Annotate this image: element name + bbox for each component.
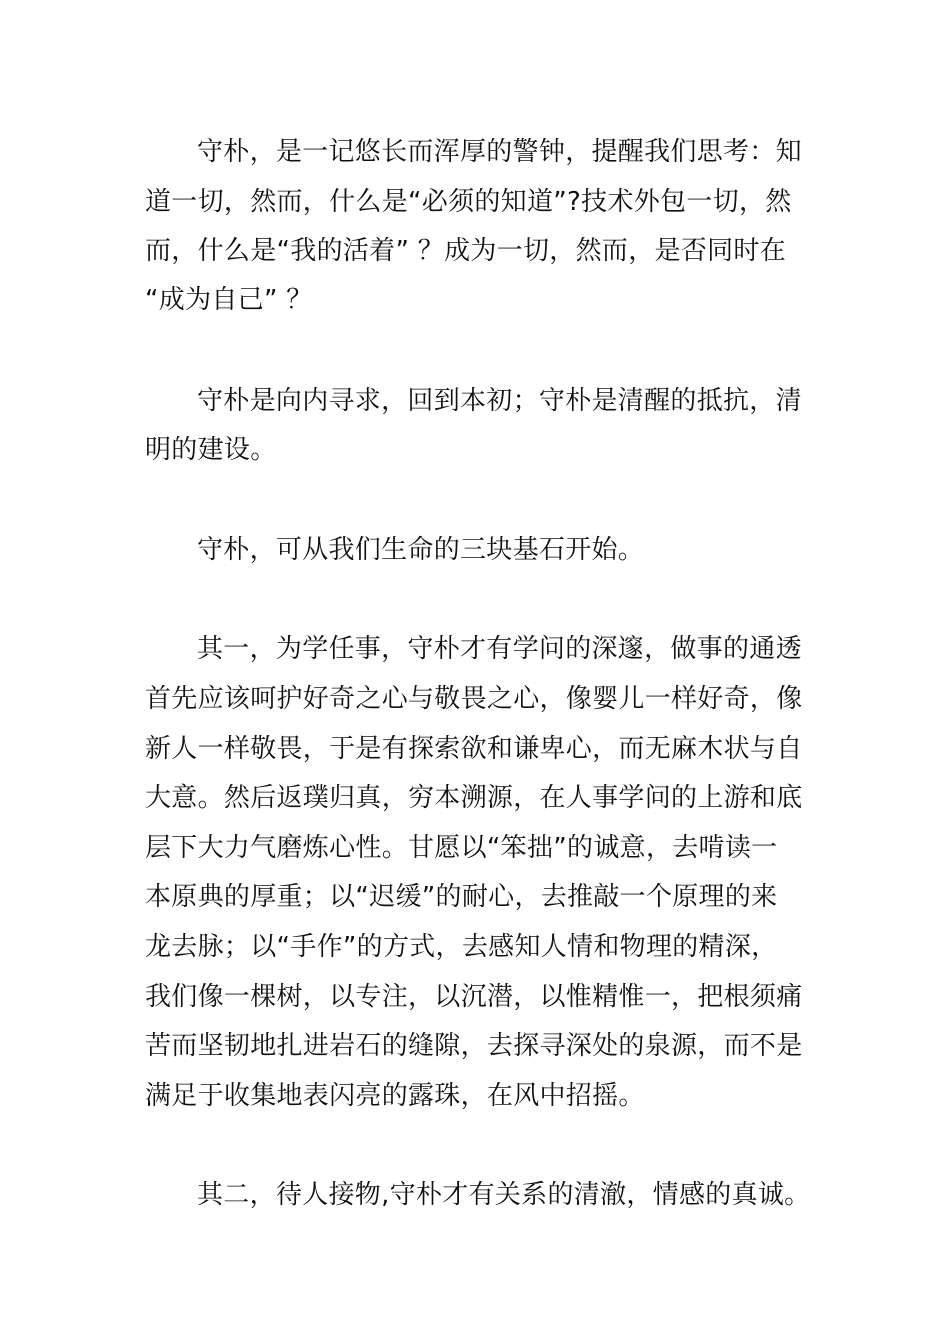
paragraph-4-line-3: 新人一样敬畏，于是有探索欲和谦卑心，而无麻木状与自 [145, 734, 803, 764]
paragraph-1-line-2: 道一切，然而，什么是“必须的知道”?技术外包一切，然 [145, 187, 792, 217]
paragraph-4-line-4: 大意。然后返璞归真，穷本溯源，在人事学问的上游和底 [145, 783, 803, 813]
paragraph-4-line-8: 我们像一棵树，以专注，以沉潜，以惟精惟一，把根须痛 [145, 982, 803, 1012]
paragraph-5-line-1: 其二，待人接物,守朴才有关系的清澈，情感的真诚。 [197, 1180, 811, 1210]
paragraph-3-line-1: 守朴，可从我们生命的三块基石开始。 [197, 535, 645, 565]
paragraph-1-line-4: “成为自己” ？ [145, 285, 313, 315]
paragraph-4-line-7: 龙去脉；以“手作”的方式，去感知人情和物理的精深， [145, 932, 778, 962]
paragraph-1-line-1: 守朴，是一记悠长而浑厚的警钟，提醒我们思考：知 [197, 137, 802, 167]
paragraph-4-line-9: 苦而坚韧地扎进岩石的缝隙，去探寻深处的泉源，而不是 [145, 1031, 803, 1061]
paragraph-2-line-2: 明的建设。 [145, 435, 277, 465]
paragraph-4-line-2: 首先应该呵护好奇之心与敬畏之心，像婴儿一样好奇，像 [145, 684, 803, 714]
paragraph-4-line-5: 层下大力气磨炼心性。甘愿以“笨拙”的诚意，去啃读一 [145, 833, 778, 863]
paragraph-4-line-10: 满足于收集地表闪亮的露珠，在风中招摇。 [145, 1081, 645, 1111]
paragraph-4-line-1: 其一，为学任事，守朴才有学问的深邃，做事的通透 [197, 634, 802, 664]
paragraph-2-line-1: 守朴是向内寻求，回到本初；守朴是清醒的抵抗，清 [197, 386, 802, 416]
paragraph-1-line-3: 而，什么是“我的活着” ？成为一切，然而，是否同时在 [145, 236, 787, 266]
paragraph-4-line-6: 本原典的厚重；以“迟缓”的耐心，去推敲一个原理的来 [145, 882, 778, 912]
